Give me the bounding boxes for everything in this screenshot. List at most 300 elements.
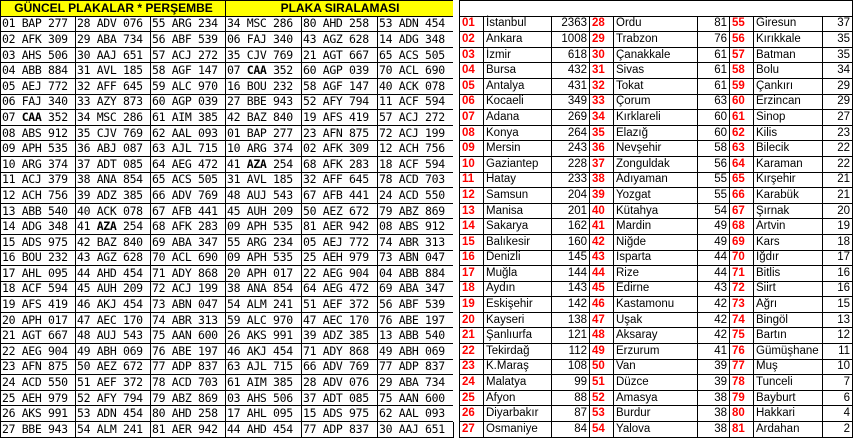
plate-cell[interactable]: 11 ACJ 379 xyxy=(1,172,76,188)
plate-cell[interactable]: 54 ALM 241 xyxy=(226,297,302,313)
plate-cell[interactable]: 41 AZA 254 xyxy=(226,156,302,172)
plate-cell[interactable]: 81 AER 942 xyxy=(302,219,378,235)
city-name[interactable]: Mardin xyxy=(614,219,698,235)
city-name[interactable]: Erzincan xyxy=(754,94,823,110)
city-name[interactable]: Artvin xyxy=(754,219,823,235)
plate-cell[interactable]: 79 ABZ 869 xyxy=(378,203,454,219)
plate-cell[interactable]: 21 AGT 667 xyxy=(1,328,76,344)
plate-cell[interactable]: 72 ACJ 199 xyxy=(151,281,226,297)
plate-cell[interactable]: 12 ACH 756 xyxy=(1,188,76,204)
plate-cell[interactable]: 47 AEC 170 xyxy=(302,312,378,328)
plate-cell[interactable]: 64 AEG 472 xyxy=(151,156,226,172)
city-name[interactable]: Hatay xyxy=(484,172,552,188)
plate-cell[interactable]: 27 BBE 943 xyxy=(226,94,302,110)
plate-cell[interactable]: 08 ABS 912 xyxy=(378,219,454,235)
rank-number[interactable]: 59 xyxy=(730,78,754,94)
plate-cell[interactable]: 35 CJV 769 xyxy=(76,125,151,141)
plate-cell[interactable]: 37 ADT 085 xyxy=(302,390,378,406)
rank-number[interactable]: 07 xyxy=(460,110,484,126)
city-name[interactable]: K.Maraş xyxy=(484,359,552,375)
city-name[interactable]: Ordu xyxy=(614,16,698,32)
plate-cell[interactable]: 66 ADV 769 xyxy=(151,188,226,204)
rank-number[interactable]: 29 xyxy=(590,32,614,48)
plate-count[interactable]: 6 xyxy=(823,390,853,406)
plate-cell[interactable]: 20 APH 017 xyxy=(226,266,302,282)
plate-cell[interactable]: 78 ACD 703 xyxy=(151,375,226,391)
plate-cell[interactable]: 12 ACH 756 xyxy=(378,141,454,157)
rank-number[interactable]: 26 xyxy=(460,406,484,422)
city-name[interactable]: Tunceli xyxy=(754,375,823,391)
plate-cell[interactable]: 18 ACF 594 xyxy=(378,156,454,172)
city-name[interactable]: Çankırı xyxy=(754,78,823,94)
plate-cell[interactable]: 49 ABH 069 xyxy=(76,344,151,360)
plate-cell[interactable]: 02 AFK 309 xyxy=(302,141,378,157)
city-name[interactable]: Mersin xyxy=(484,141,552,157)
city-name[interactable]: Samsun xyxy=(484,188,552,204)
plate-cell[interactable]: 09 APH 535 xyxy=(226,250,302,266)
plate-cell[interactable]: 37 ADT 085 xyxy=(76,156,151,172)
rank-number[interactable]: 50 xyxy=(590,359,614,375)
rank-number[interactable]: 48 xyxy=(590,328,614,344)
plate-cell[interactable]: 68 AFK 283 xyxy=(302,156,378,172)
plate-cell[interactable]: 08 ABS 912 xyxy=(1,125,76,141)
plate-cell[interactable]: 50 AEZ 672 xyxy=(302,203,378,219)
plate-cell[interactable]: 38 ANA 854 xyxy=(226,281,302,297)
plate-cell[interactable]: 16 BOU 232 xyxy=(226,78,302,94)
plate-count[interactable]: 16 xyxy=(823,266,853,282)
plate-cell[interactable]: 39 ADZ 385 xyxy=(76,188,151,204)
plate-count[interactable]: 2 xyxy=(823,422,853,438)
plate-cell[interactable]: 50 AEZ 672 xyxy=(76,359,151,375)
plate-cell[interactable]: 18 ACF 594 xyxy=(1,281,76,297)
plate-count[interactable]: 88 xyxy=(552,390,590,406)
plate-count[interactable]: 15 xyxy=(823,297,853,313)
plate-cell[interactable]: 43 AGZ 628 xyxy=(76,250,151,266)
rank-number[interactable]: 28 xyxy=(590,16,614,32)
plate-count[interactable]: 19 xyxy=(823,219,853,235)
city-name[interactable]: Tokat xyxy=(614,78,698,94)
plate-cell[interactable]: 17 AHL 095 xyxy=(226,406,302,422)
city-name[interactable]: Antalya xyxy=(484,78,552,94)
rank-number[interactable]: 75 xyxy=(730,328,754,344)
rank-number[interactable]: 45 xyxy=(590,281,614,297)
rank-number[interactable]: 11 xyxy=(460,172,484,188)
rank-number[interactable]: 23 xyxy=(460,359,484,375)
plate-count[interactable]: 160 xyxy=(552,234,590,250)
plate-cell[interactable]: 15 ADS 975 xyxy=(1,234,76,250)
plate-cell[interactable]: 47 AEC 170 xyxy=(76,312,151,328)
left-header-title[interactable]: GÜNCEL PLAKALAR * PERŞEMBE xyxy=(1,1,226,17)
plate-count[interactable]: 43 xyxy=(698,281,730,297)
rank-number[interactable]: 39 xyxy=(590,188,614,204)
plate-cell[interactable]: 57 ACJ 272 xyxy=(378,110,454,126)
city-name[interactable]: Hakkari xyxy=(754,406,823,422)
city-name[interactable]: Ankara xyxy=(484,32,552,48)
rank-number[interactable]: 06 xyxy=(460,94,484,110)
plate-cell[interactable]: 01 BAP 277 xyxy=(226,125,302,141)
rank-number[interactable]: 19 xyxy=(460,297,484,313)
plate-count[interactable]: 121 xyxy=(552,328,590,344)
city-name[interactable]: Amasya xyxy=(614,390,698,406)
plate-cell[interactable]: 02 AFK 309 xyxy=(1,32,76,48)
city-name[interactable]: Çorum xyxy=(614,94,698,110)
city-name[interactable]: Giresun xyxy=(754,16,823,32)
plate-cell[interactable]: 31 AVL 185 xyxy=(226,172,302,188)
rank-number[interactable]: 20 xyxy=(460,312,484,328)
plate-cell[interactable]: 68 AFK 283 xyxy=(151,219,226,235)
city-name[interactable]: Siirt xyxy=(754,281,823,297)
plate-count[interactable]: 61 xyxy=(698,78,730,94)
plate-cell[interactable]: 40 ACK 078 xyxy=(76,203,151,219)
plate-cell[interactable]: 55 ARG 234 xyxy=(226,234,302,250)
plate-cell[interactable]: 48 AUJ 543 xyxy=(226,188,302,204)
plate-count[interactable]: 56 xyxy=(698,156,730,172)
plate-cell[interactable]: 38 ANA 854 xyxy=(76,172,151,188)
rank-number[interactable]: 68 xyxy=(730,219,754,235)
rank-number[interactable]: 69 xyxy=(730,234,754,250)
plate-count[interactable]: 201 xyxy=(552,203,590,219)
rank-number[interactable]: 40 xyxy=(590,203,614,219)
plate-count[interactable]: 618 xyxy=(552,47,590,63)
city-name[interactable]: İzmir xyxy=(484,47,552,63)
rank-number[interactable]: 61 xyxy=(730,110,754,126)
rank-number[interactable]: 55 xyxy=(730,16,754,32)
city-name[interactable]: Isparta xyxy=(614,250,698,266)
plate-count[interactable]: 432 xyxy=(552,63,590,79)
plate-cell[interactable]: 40 ACK 078 xyxy=(378,78,454,94)
rank-number[interactable]: 49 xyxy=(590,344,614,360)
plate-cell[interactable]: 53 ADN 454 xyxy=(76,406,151,422)
plate-cell[interactable]: 34 MSC 286 xyxy=(226,16,302,32)
rank-number[interactable]: 25 xyxy=(460,390,484,406)
plate-cell[interactable]: 69 ABA 347 xyxy=(378,281,454,297)
rank-number[interactable]: 71 xyxy=(730,266,754,282)
rank-number[interactable]: 44 xyxy=(590,266,614,282)
plate-cell[interactable]: 80 AHD 258 xyxy=(151,406,226,422)
plate-cell[interactable]: 26 AKS 991 xyxy=(226,328,302,344)
plate-count[interactable]: 112 xyxy=(552,344,590,360)
plate-count[interactable]: 431 xyxy=(552,78,590,94)
city-name[interactable]: Şırnak xyxy=(754,203,823,219)
plate-count[interactable]: 42 xyxy=(698,328,730,344)
rank-number[interactable]: 67 xyxy=(730,203,754,219)
plate-cell[interactable]: 64 AEG 472 xyxy=(302,281,378,297)
plate-cell[interactable]: 05 AEJ 772 xyxy=(302,234,378,250)
plate-count[interactable]: 108 xyxy=(552,359,590,375)
rank-number[interactable]: 37 xyxy=(590,156,614,172)
plate-cell[interactable]: 60 AGP 039 xyxy=(151,94,226,110)
city-name[interactable]: Tekirdağ xyxy=(484,344,552,360)
rank-number[interactable]: 79 xyxy=(730,390,754,406)
plate-cell[interactable]: 28 ADV 076 xyxy=(302,375,378,391)
city-name[interactable]: Yalova xyxy=(614,422,698,438)
plate-cell[interactable]: 77 ADP 837 xyxy=(151,359,226,375)
city-name[interactable]: Rize xyxy=(614,266,698,282)
rank-number[interactable]: 15 xyxy=(460,234,484,250)
plate-count[interactable]: 144 xyxy=(552,266,590,282)
plate-count[interactable]: 55 xyxy=(698,172,730,188)
plate-count[interactable]: 37 xyxy=(823,16,853,32)
rank-number[interactable]: 73 xyxy=(730,297,754,313)
plate-count[interactable]: 35 xyxy=(823,47,853,63)
rank-number[interactable]: 31 xyxy=(590,63,614,79)
plate-cell[interactable]: 76 ABE 197 xyxy=(151,344,226,360)
plate-cell[interactable]: 43 AGZ 628 xyxy=(302,32,378,48)
city-name[interactable]: Bilecik xyxy=(754,141,823,157)
plate-count[interactable]: 22 xyxy=(823,156,853,172)
city-name[interactable]: Düzce xyxy=(614,375,698,391)
plate-count[interactable]: 99 xyxy=(552,375,590,391)
plate-cell[interactable]: 51 AEF 372 xyxy=(302,297,378,313)
plate-cell[interactable]: 04 ABB 884 xyxy=(378,266,454,282)
plate-cell[interactable]: 23 AFN 875 xyxy=(302,125,378,141)
rank-number[interactable]: 72 xyxy=(730,281,754,297)
city-name[interactable]: Kütahya xyxy=(614,203,698,219)
rank-number[interactable]: 08 xyxy=(460,125,484,141)
rank-number[interactable]: 66 xyxy=(730,188,754,204)
plate-cell[interactable]: 19 AFS 419 xyxy=(302,110,378,126)
city-name[interactable]: Iğdır xyxy=(754,250,823,266)
plate-cell[interactable]: 24 ACD 550 xyxy=(378,188,454,204)
plate-cell[interactable]: 23 AFN 875 xyxy=(1,359,76,375)
city-name[interactable]: Bingöl xyxy=(754,312,823,328)
plate-cell[interactable]: 32 AFF 645 xyxy=(76,78,151,94)
rank-number[interactable]: 38 xyxy=(590,172,614,188)
city-name[interactable]: Şanlıurfa xyxy=(484,328,552,344)
city-name[interactable]: Uşak xyxy=(614,312,698,328)
plate-count[interactable]: 42 xyxy=(698,312,730,328)
plate-cell[interactable]: 44 AHD 454 xyxy=(226,422,302,438)
city-name[interactable]: Bolu xyxy=(754,63,823,79)
plate-cell[interactable]: 19 AFS 419 xyxy=(1,297,76,313)
plate-count[interactable]: 81 xyxy=(698,16,730,32)
rank-number[interactable]: 24 xyxy=(460,375,484,391)
rank-number[interactable]: 34 xyxy=(590,110,614,126)
plate-cell[interactable]: 03 AHS 506 xyxy=(226,390,302,406)
plate-cell[interactable]: 62 AAL 093 xyxy=(378,406,454,422)
city-name[interactable]: Çanakkale xyxy=(614,47,698,63)
plate-count[interactable]: 12 xyxy=(823,328,853,344)
rank-number[interactable]: 70 xyxy=(730,250,754,266)
plate-cell[interactable]: 48 AUJ 543 xyxy=(76,328,151,344)
plate-count[interactable]: 7 xyxy=(823,375,853,391)
plate-count[interactable]: 29 xyxy=(823,94,853,110)
plate-count[interactable]: 39 xyxy=(698,375,730,391)
plate-count[interactable]: 13 xyxy=(823,312,853,328)
plate-cell[interactable]: 69 ABA 347 xyxy=(151,234,226,250)
plate-cell[interactable]: 74 ABR 313 xyxy=(378,234,454,250)
plate-cell[interactable]: 51 AEF 372 xyxy=(76,375,151,391)
plate-count[interactable]: 49 xyxy=(698,219,730,235)
plate-cell[interactable]: 65 ACS 505 xyxy=(151,172,226,188)
plate-cell[interactable]: 15 ADS 975 xyxy=(302,406,378,422)
plate-cell[interactable]: 63 AJL 715 xyxy=(226,359,302,375)
city-name[interactable]: Bitlis xyxy=(754,266,823,282)
ranking-header-blank[interactable] xyxy=(460,1,853,17)
plate-count[interactable]: 16 xyxy=(823,281,853,297)
plate-cell[interactable]: 71 ADY 868 xyxy=(302,344,378,360)
plate-cell[interactable]: 10 ARG 374 xyxy=(1,156,76,172)
plate-cell[interactable]: 46 AKJ 454 xyxy=(226,344,302,360)
rank-number[interactable]: 74 xyxy=(730,312,754,328)
plate-cell[interactable]: 54 ALM 241 xyxy=(76,422,151,438)
plate-count[interactable]: 204 xyxy=(552,188,590,204)
rank-number[interactable]: 21 xyxy=(460,328,484,344)
city-name[interactable]: Adana xyxy=(484,110,552,126)
rank-number[interactable]: 81 xyxy=(730,422,754,438)
plate-cell[interactable]: 42 BAZ 840 xyxy=(226,110,302,126)
rank-number[interactable]: 02 xyxy=(460,32,484,48)
city-name[interactable]: Yozgat xyxy=(614,188,698,204)
rank-number[interactable]: 63 xyxy=(730,141,754,157)
plate-cell[interactable]: 75 AAN 600 xyxy=(378,390,454,406)
plate-cell[interactable]: 16 BOU 232 xyxy=(1,250,76,266)
city-name[interactable]: Muğla xyxy=(484,266,552,282)
plate-cell[interactable]: 71 ADY 868 xyxy=(151,266,226,282)
plate-cell[interactable]: 14 ADG 348 xyxy=(378,32,454,48)
plate-cell[interactable]: 78 ACD 703 xyxy=(378,172,454,188)
rank-number[interactable]: 77 xyxy=(730,359,754,375)
rank-number[interactable]: 32 xyxy=(590,78,614,94)
plate-cell[interactable]: 58 AGF 147 xyxy=(302,78,378,94)
plate-count[interactable]: 29 xyxy=(823,78,853,94)
rank-number[interactable]: 03 xyxy=(460,47,484,63)
plate-count[interactable]: 87 xyxy=(552,406,590,422)
city-name[interactable]: Diyarbakır xyxy=(484,406,552,422)
plate-cell[interactable]: 34 MSC 286 xyxy=(76,110,151,126)
city-name[interactable]: Ağrı xyxy=(754,297,823,313)
plate-cell[interactable]: 30 AAJ 651 xyxy=(378,422,454,438)
plate-cell[interactable]: 04 ABB 884 xyxy=(1,63,76,79)
city-name[interactable]: Kars xyxy=(754,234,823,250)
city-name[interactable]: Bartın xyxy=(754,328,823,344)
rank-number[interactable]: 17 xyxy=(460,266,484,282)
city-name[interactable]: Nevşehir xyxy=(614,141,698,157)
city-name[interactable]: Gümüşhane xyxy=(754,344,823,360)
plate-count[interactable]: 18 xyxy=(823,234,853,250)
plate-cell[interactable]: 70 ACL 690 xyxy=(151,250,226,266)
rank-number[interactable]: 80 xyxy=(730,406,754,422)
plate-count[interactable]: 1008 xyxy=(552,32,590,48)
plate-count[interactable]: 143 xyxy=(552,281,590,297)
rank-number[interactable]: 05 xyxy=(460,78,484,94)
city-name[interactable]: Malatya xyxy=(484,375,552,391)
plate-count[interactable]: 10 xyxy=(823,359,853,375)
city-name[interactable]: Adıyaman xyxy=(614,172,698,188)
plate-cell[interactable]: 22 AEG 904 xyxy=(302,266,378,282)
plate-count[interactable]: 60 xyxy=(698,125,730,141)
plate-cell[interactable]: 77 ADP 837 xyxy=(302,422,378,438)
city-name[interactable]: Konya xyxy=(484,125,552,141)
plate-cell[interactable]: 39 ADZ 385 xyxy=(302,328,378,344)
city-name[interactable]: Kırşehir xyxy=(754,172,823,188)
city-name[interactable]: Ardahan xyxy=(754,422,823,438)
city-name[interactable]: Sinop xyxy=(754,110,823,126)
city-name[interactable]: Osmaniye xyxy=(484,422,552,438)
city-name[interactable]: Muş xyxy=(754,359,823,375)
city-name[interactable]: Trabzon xyxy=(614,32,698,48)
plate-cell[interactable]: 45 AUH 209 xyxy=(76,281,151,297)
plate-cell[interactable]: 53 ADN 454 xyxy=(378,16,454,32)
city-name[interactable]: Batman xyxy=(754,47,823,63)
plate-count[interactable]: 228 xyxy=(552,156,590,172)
rank-number[interactable]: 18 xyxy=(460,281,484,297)
plate-cell[interactable]: 28 ADV 076 xyxy=(76,16,151,32)
plate-count[interactable]: 54 xyxy=(698,203,730,219)
plate-count[interactable]: 41 xyxy=(698,344,730,360)
plate-count[interactable]: 39 xyxy=(698,359,730,375)
plate-cell[interactable]: 01 BAP 277 xyxy=(1,16,76,32)
city-name[interactable]: İstanbul xyxy=(484,16,552,32)
rank-number[interactable]: 58 xyxy=(730,63,754,79)
city-name[interactable]: Niğde xyxy=(614,234,698,250)
city-name[interactable]: Gaziantep xyxy=(484,156,552,172)
plate-cell[interactable]: 13 ABB 540 xyxy=(1,203,76,219)
plate-cell[interactable]: 32 AFF 645 xyxy=(302,172,378,188)
plate-count[interactable]: 42 xyxy=(698,297,730,313)
plate-cell[interactable]: 79 ABZ 869 xyxy=(151,390,226,406)
plate-cell[interactable]: 52 AFY 794 xyxy=(76,390,151,406)
plate-cell[interactable]: 25 AEH 979 xyxy=(1,390,76,406)
plate-cell[interactable]: 59 ALC 970 xyxy=(151,78,226,94)
plate-count[interactable]: 2363 xyxy=(552,16,590,32)
rank-number[interactable]: 35 xyxy=(590,125,614,141)
plate-cell[interactable]: 22 AEG 904 xyxy=(1,344,76,360)
plate-cell[interactable]: 75 AAN 600 xyxy=(151,328,226,344)
plate-count[interactable]: 58 xyxy=(698,141,730,157)
city-name[interactable]: Bayburt xyxy=(754,390,823,406)
plate-cell[interactable]: 46 AKJ 454 xyxy=(76,297,151,313)
city-name[interactable]: Aydın xyxy=(484,281,552,297)
rank-number[interactable]: 16 xyxy=(460,250,484,266)
city-name[interactable]: Kastamonu xyxy=(614,297,698,313)
rank-number[interactable]: 60 xyxy=(730,94,754,110)
rank-number[interactable]: 27 xyxy=(460,422,484,438)
plate-cell[interactable]: 09 APH 535 xyxy=(226,219,302,235)
rank-number[interactable]: 09 xyxy=(460,141,484,157)
plate-cell[interactable]: 57 ACJ 272 xyxy=(151,47,226,63)
city-name[interactable]: Eskişehir xyxy=(484,297,552,313)
plate-cell[interactable]: 29 ABA 734 xyxy=(76,32,151,48)
plate-cell[interactable]: 61 AIM 385 xyxy=(226,375,302,391)
city-name[interactable]: Balıkesir xyxy=(484,234,552,250)
plate-cell[interactable]: 45 AUH 209 xyxy=(226,203,302,219)
city-name[interactable]: Kırklareli xyxy=(614,110,698,126)
plate-cell[interactable]: 76 ABE 197 xyxy=(378,312,454,328)
city-name[interactable]: Edirne xyxy=(614,281,698,297)
plate-cell[interactable]: 05 AEJ 772 xyxy=(1,78,76,94)
rank-number[interactable]: 04 xyxy=(460,63,484,79)
plate-count[interactable]: 4 xyxy=(823,406,853,422)
plate-cell[interactable]: 67 AFB 441 xyxy=(151,203,226,219)
plate-count[interactable]: 34 xyxy=(823,63,853,79)
rank-number[interactable]: 01 xyxy=(460,16,484,32)
plate-count[interactable]: 38 xyxy=(698,406,730,422)
plate-count[interactable]: 233 xyxy=(552,172,590,188)
plate-count[interactable]: 23 xyxy=(823,125,853,141)
plate-count[interactable]: 35 xyxy=(823,32,853,48)
plate-cell[interactable]: 58 AGF 147 xyxy=(151,63,226,79)
rank-number[interactable]: 51 xyxy=(590,375,614,391)
plate-count[interactable]: 20 xyxy=(823,203,853,219)
plate-cell[interactable]: 06 FAJ 340 xyxy=(1,94,76,110)
city-name[interactable]: Manisa xyxy=(484,203,552,219)
rank-number[interactable]: 12 xyxy=(460,188,484,204)
plate-count[interactable]: 49 xyxy=(698,234,730,250)
middle-header-title[interactable]: PLAKA SIRALAMASI xyxy=(226,1,454,17)
rank-number[interactable]: 65 xyxy=(730,172,754,188)
city-name[interactable]: Erzurum xyxy=(614,344,698,360)
